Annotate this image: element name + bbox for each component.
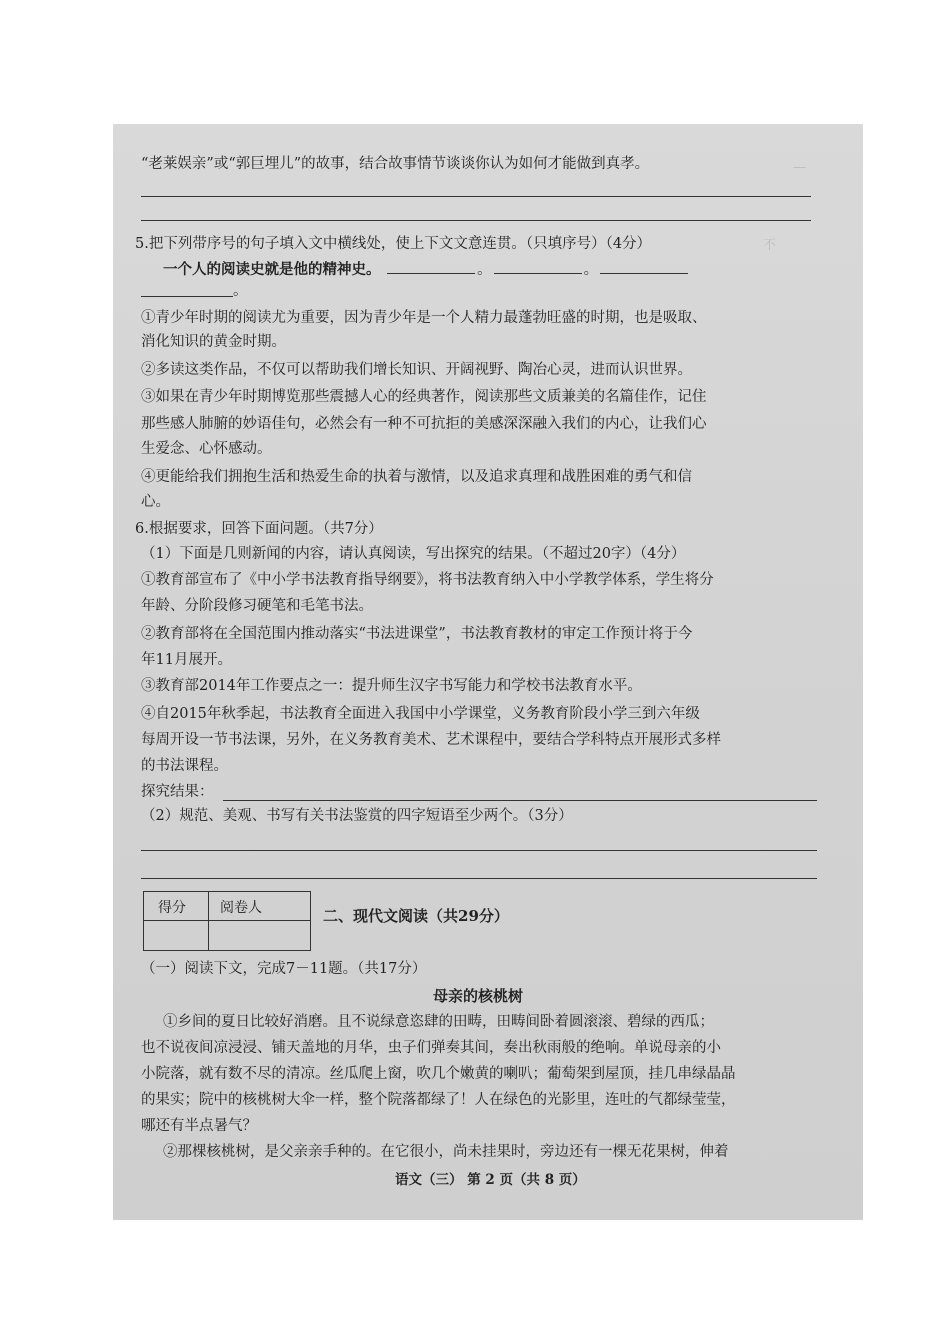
news-item-3: ③教育部2014年工作要点之一：提升师生汉字书写能力和学校书法教育水平。 <box>141 678 642 694</box>
fill-blank-3[interactable] <box>600 259 688 274</box>
news-item-4: 每周开设一节书法课，另外，在义务教育美术、艺术课程中，要结合学科特点开展形式多样 <box>141 732 721 748</box>
answer-line <box>141 196 811 197</box>
option-4-line: ④更能给我们拥抱生活和热爱生命的执着与激情，以及追求真理和战胜困难的勇气和信 <box>141 469 692 485</box>
essay-paragraph-1: 的果实；院中的核桃树大伞一样，整个院落都绿了！人在绿色的光影里，连吐的气都绿莹莹， <box>141 1092 736 1108</box>
option-4-line: 心。 <box>141 494 170 510</box>
option-3-line: 生爱念、心怀感动。 <box>141 441 272 457</box>
page-footer: 语文（三） 第 2 页（共 8 页） <box>395 1172 586 1188</box>
news-item-4: ④自2015年秋季起，书法教育全面进入我国中小学课堂，义务教育阶段小学三到六年级 <box>141 706 700 722</box>
option-1-line: ①青少年时期的阅读尤为重要，因为青少年是一个人精力最蓬勃旺盛的时期，也是吸取、 <box>141 310 707 326</box>
answer-line[interactable] <box>141 878 817 879</box>
option-2-line: ②多读这类作品，不仅可以帮助我们增长知识、开阔视野、陶冶心灵，进而认识世界。 <box>141 362 692 378</box>
option-1-line: 消化知识的黄金时期。 <box>141 334 286 350</box>
lead-sentence-text: 一个人的阅读史就是他的精神史。 <box>163 261 381 278</box>
news-item-2: ②教育部将在全国范围内推动落实“书法进课堂”，书法教育教材的审定工作预计将于今 <box>141 626 693 642</box>
essay-title: 母亲的核桃树 <box>433 987 524 1005</box>
news-item-1: ①教育部宣布了《中小学书法教育指导纲要》，将书法教育纳入中小学教学体系，学生将分 <box>141 572 714 588</box>
question-5-title: 5.把下列带序号的句子填入文中横线处，使上下文文意连贯。（只填序号）（4分） <box>135 236 652 252</box>
score-header: 得分 <box>158 900 186 916</box>
period-mark: 。 <box>233 283 248 299</box>
essay-paragraph-1: ①乡间的夏日比较好消磨。且不说绿意恣肆的田畴，田畴间卧着圆滚滚、碧绿的西瓜； <box>163 1014 714 1030</box>
fill-blank-2[interactable] <box>494 259 582 274</box>
essay-paragraph-2: ②那棵核桃树，是父亲亲手种的。在它很小，尚未挂果时，旁边还有一棵无花果树，伸着 <box>163 1144 729 1160</box>
score-table <box>143 891 311 951</box>
question-4-prompt-tail: “老莱娱亲”或“郭巨埋儿”的故事，结合故事情节谈谈你认为如何才能做到真孝。 <box>141 156 650 172</box>
essay-paragraph-1: 哪还有半点暑气？ <box>141 1118 257 1134</box>
answer-line <box>141 220 811 221</box>
news-item-1: 年龄、分阶段修习硬笔和毛笔书法。 <box>141 598 373 614</box>
essay-paragraph-1: 小院落，就有数不尽的清凉。丝瓜爬上窗，吹几个嫩黄的喇叭；葡萄架到屋顶，挂几串绿晶晶 <box>141 1066 736 1082</box>
fill-blank-4[interactable] <box>141 296 233 297</box>
essay-paragraph-1: 也不说夜间凉浸浸、铺天盖地的月华，虫子们弹奏其间，奏出秋雨般的绝响。单说母亲的小 <box>141 1040 721 1056</box>
bleed-through-text: 不 <box>763 238 777 253</box>
reading-part-1-instructions: （一）阅读下文，完成7－11题。（共17分） <box>141 961 427 977</box>
section-2-heading: 二、现代文阅读（共29分） <box>323 907 509 925</box>
exam-paper <box>113 124 863 1220</box>
news-item-4: 的书法课程。 <box>141 758 228 774</box>
news-item-2: 年11月展开。 <box>141 652 232 668</box>
question-6-part-2: （2）规范、美观、书写有关书法鉴赏的四字短语至少两个。（3分） <box>141 808 573 824</box>
result-label: 探究结果： <box>141 784 214 800</box>
photographed-exam-page <box>113 124 863 1220</box>
question-6-title: 6.根据要求，回答下面问题。（共7分） <box>135 521 383 537</box>
grader-header: 阅卷人 <box>220 900 262 916</box>
option-3-line: 那些感人肺腑的妙语佳句，必然会有一种不可抗拒的美感深深融入我们的内心，让我们心 <box>141 416 707 432</box>
bleed-through-text: — <box>793 160 806 175</box>
option-3-line: ③如果在青少年时期博览那些震撼人心的经典著作，阅读那些文质兼美的名篇佳作，记住 <box>141 389 707 405</box>
answer-line[interactable] <box>141 850 817 851</box>
question-6-part-1: （1）下面是几则新闻的内容，请认真阅读，写出探究的结果。（不超过20字）（4分） <box>141 546 686 562</box>
question-5-lead-sentence: 一个人的阅读史就是他的精神史。 。 。 <box>163 259 690 280</box>
result-answer-line[interactable] <box>223 800 817 801</box>
fill-blank-1[interactable] <box>387 259 475 274</box>
